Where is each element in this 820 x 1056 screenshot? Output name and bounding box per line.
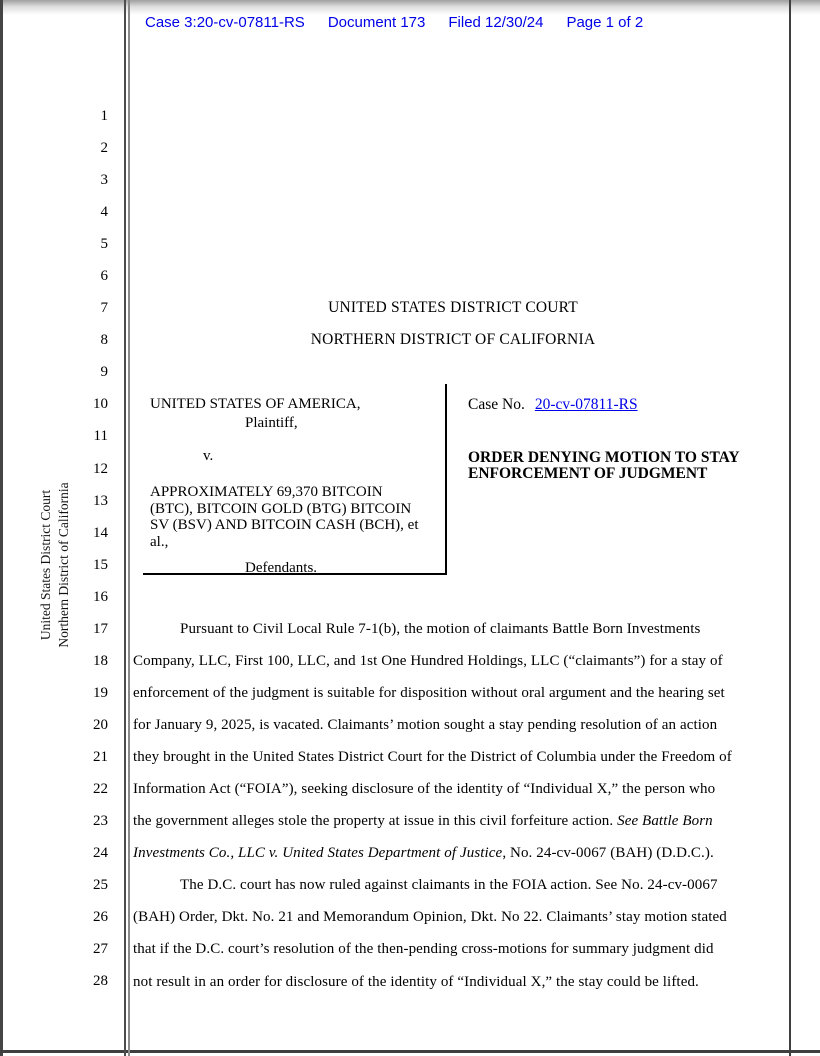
line-number: 6	[100, 268, 108, 285]
line-number: 5	[100, 236, 108, 253]
body-line	[133, 709, 773, 741]
line-number: 24	[93, 845, 108, 862]
plaintiff-role: Plaintiff,	[245, 415, 298, 431]
body-line	[133, 869, 773, 901]
order-title	[468, 450, 778, 482]
body-line	[133, 773, 773, 805]
body-run-italic: See Battle Born	[617, 813, 713, 830]
pleading-double-rule-inner	[128, 0, 130, 1056]
line-number: 1	[100, 108, 108, 124]
line-number: 3	[100, 172, 108, 189]
page-bottom-border	[0, 1050, 820, 1053]
stamp-item: Filed 12/30/24	[448, 14, 544, 31]
line-number: 11	[93, 428, 108, 445]
body-run: enforcement of the judgment is suitable for disposition without oral argument and the hearing set	[133, 685, 725, 702]
stamp-item: Case 3:20-cv-07811-RS	[145, 14, 305, 31]
defendant-role: Defendants.	[245, 560, 318, 576]
body-run: Pursuant to Civil Local Rule 7-1(b), the motion of claimants Battle Born Investments	[180, 621, 701, 637]
plaintiff-name: UNITED STATES OF AMERICA,	[150, 396, 361, 412]
body-line	[133, 613, 773, 645]
case-info-column	[468, 384, 778, 482]
court-title: UNITED STATES DISTRICT COURT	[328, 299, 578, 316]
body-run: they brought in the United States District Court for the District of Columbia under the Freedom of	[133, 749, 732, 766]
defendant-name-line: (BTC), BITCOIN GOLD (BTG) BITCOIN	[150, 500, 412, 517]
line-number: 4	[100, 204, 108, 221]
line-number: 17	[93, 620, 108, 637]
order-title-line2: ENFORCEMENT OF JUDGMENT	[468, 464, 708, 482]
body-run-italic: Investments Co., LLC v. United States Department of Justice	[133, 845, 503, 862]
line-number: 9	[100, 364, 108, 381]
line-number: 8	[100, 332, 108, 349]
body-line	[133, 933, 773, 965]
line-number: 18	[93, 652, 108, 669]
line-number: 15	[93, 556, 108, 573]
body-line	[133, 645, 773, 677]
case-caption-box	[143, 384, 447, 575]
line-number: 20	[93, 716, 108, 733]
pleading-double-rule-outer	[124, 0, 126, 1056]
page-top-shadow	[0, 0, 820, 15]
body-lines	[133, 613, 773, 998]
line-number: 10	[93, 396, 108, 413]
body-line	[133, 677, 773, 709]
line-number: 21	[93, 748, 108, 765]
body-run: not result in an order for disclosure of the identity of “Individual X,” the stay could be lifted.	[133, 973, 699, 990]
line-number: 25	[93, 877, 108, 894]
body-run: Company, LLC, First 100, LLC, and 1st One Hundred Holdings, LLC (“claimants”) for a stay of	[133, 653, 723, 670]
stamp-item: Document 173	[327, 14, 426, 31]
body-line	[133, 837, 773, 869]
page-right-border	[789, 0, 791, 1056]
defendant-name-line: SV (BSV) AND BITCOIN CASH (BCH), et	[150, 517, 419, 533]
body-line	[133, 805, 773, 837]
line-number: 22	[93, 780, 108, 797]
line-number: 23	[93, 813, 108, 830]
body-run: the government alleges stole the property at issue in this civil forfeiture action.	[133, 813, 618, 830]
side-margin-district-name: Northern District of California	[56, 482, 71, 648]
body-run: Information Act (“FOIA”), seeking disclosure of the identity of “Individual X,” the person who	[133, 781, 716, 798]
case-number-line	[468, 396, 778, 414]
body-line	[133, 741, 773, 773]
body-line	[133, 966, 773, 998]
body-line	[133, 901, 773, 933]
defendant-name	[143, 484, 445, 550]
body-run: , No. 24-cv-0067 (BAH) (D.D.C.).	[502, 845, 714, 862]
body-run: The D.C. court has now ruled against claimants in the FOIA action. See No. 24-cv-0067	[180, 877, 718, 894]
line-number: 19	[93, 684, 108, 701]
court-district: NORTHERN DISTRICT OF CALIFORNIA	[310, 331, 596, 348]
line-number: 16	[93, 588, 108, 605]
line-number: 26	[93, 909, 108, 926]
defendant-name-line: APPROXIMATELY 69,370 BITCOIN	[150, 484, 383, 500]
line-number: 12	[93, 460, 108, 477]
line-number: 2	[100, 140, 108, 157]
body-run: for January 9, 2025, is vacated. Claimants’ motion sought a stay pending resolution of an action	[133, 717, 718, 734]
versus-label: v.	[203, 448, 214, 464]
line-number: 7	[100, 300, 108, 317]
body-run: that if the D.C. court’s resolution of the then-pending cross-motions for summary judgment did	[133, 941, 714, 958]
line-number: 28	[93, 973, 108, 990]
line-numbers	[0, 100, 108, 997]
ecf-header-stamp	[145, 14, 643, 31]
stamp-item: Page 1 of 2	[566, 14, 644, 31]
case-number-label: Case No.	[468, 396, 525, 413]
line-number: 13	[93, 492, 108, 509]
body-run: (BAH) Order, Dkt. No. 21 and Memorandum Opinion, Dkt. No 22. Claimants’ stay motion stated	[133, 909, 727, 926]
order-title-line1: ORDER DENYING MOTION TO STAY	[468, 449, 740, 466]
line-number: 27	[93, 941, 108, 958]
line-number: 14	[93, 524, 108, 541]
case-number-link[interactable]: 20-cv-07811-RS	[534, 396, 638, 413]
side-margin-court-name: United States District Court	[38, 489, 53, 641]
defendant-name-line: al.,	[150, 533, 169, 550]
